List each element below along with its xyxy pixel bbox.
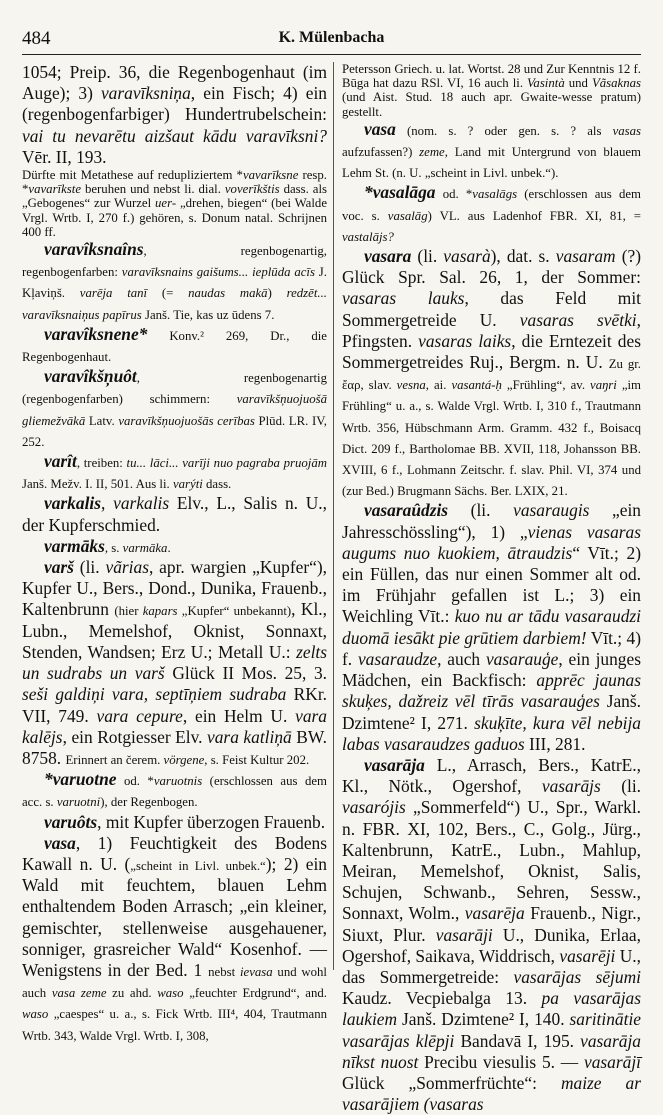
entry-text: , ein Helm U. [182, 705, 296, 726]
italic-text: vienas vasaras augums nuo kuokiem, ātraudzis [342, 521, 641, 563]
entry-text: Janš. Dzimtene² I, 271. [342, 691, 641, 733]
entry-text: Plūd. LR. IV, 252. [22, 413, 328, 449]
entry-text: Glück II Mos. 25, 3. [164, 663, 327, 684]
italic-text: vasarà [443, 246, 491, 267]
headword: vasarāja [364, 754, 425, 775]
dictionary-entry [22, 62, 327, 168]
dictionary-entry [22, 536, 327, 557]
italic-text: vörgene [163, 752, 205, 767]
entry-text: , Land mit Untergrund von blauem Lehm St. (n. U. „scheint in Livl. unbek.“). [342, 145, 641, 181]
italic-text: Vãsaknas [591, 76, 641, 91]
italic-text: vasarójis [342, 797, 406, 818]
dictionary-entry [22, 324, 327, 366]
italic-text: vasarauģe [485, 648, 559, 669]
italic-text: zeme [419, 145, 445, 160]
entry-text: . [167, 540, 171, 555]
entry-text: „Sommerfeld“) U., Spr., Warkl. n. FBR. XI, 102, Bers., C., Golg., Jürg., Kaltenbrunn, KatrE., Lubn., Mahlup, Meiran, Memelshof, Oknist, Salis, Schujen, Schwanb., Sehren, Sessw., Sonnaxt, Wolm., [342, 797, 641, 924]
italic-text: zelts un sudrabs un varš [22, 641, 327, 684]
entry-text: , ein junges Mädchen, ein Backfisch: [342, 648, 641, 691]
headword: *vasalāga [364, 182, 436, 203]
entry-text: , s. Feist Kultur 202. [204, 752, 310, 767]
entry-text: und wohl auch [22, 964, 327, 1001]
italic-text: apprēc jaunas skuķes, dažreiz vēl tīrās vasarauģes [342, 670, 641, 712]
entry-text: ), der Regenbogen. [100, 795, 198, 810]
entry-text: (li. [411, 246, 444, 267]
entry-text: „Frühling“, av. [501, 378, 591, 393]
entry-text: od. * [435, 187, 473, 202]
italic-text: vasarāja nīkst nuost [342, 1030, 641, 1072]
entry-text: (li. [448, 500, 514, 521]
entry-text: U., Dunika, Erlaa, Ogershof, Saikava, Widdrisch, [342, 924, 641, 966]
entry-text: RKr. VII, 749. [22, 684, 328, 726]
entry-text: J. Kļaviņš. [22, 265, 327, 301]
italic-text: vaŋri [590, 378, 617, 393]
entry-text: dass. als „Gebogenes“ zur Wurzel [22, 182, 327, 211]
entry-text: , treiben: [76, 456, 127, 471]
entry-text: und [564, 76, 592, 91]
entry-text: , ai. [425, 378, 452, 393]
dictionary-entry [342, 755, 641, 1115]
entry-text: (?) Glück Spr. Sal. 26, 1, der Sommer: [342, 246, 641, 288]
entry-text: Precibu viesulis 5. — [418, 1051, 584, 1072]
entry-text: beruhen und nebst li. dial. [81, 182, 225, 197]
left-column [22, 62, 328, 1043]
dictionary-entry [22, 168, 327, 239]
entry-text: ), dat. s. [490, 246, 556, 267]
entry-text: , das Feld mit Sommergetreide U. [342, 288, 641, 330]
italic-text: varmāka [122, 540, 168, 555]
entry-text: „feuchter Erdgrund“, and. [183, 986, 327, 1001]
italic-text: varavīksnains gaišums... ieplūda acīs [121, 265, 315, 280]
italic-text: varavīksniņa [100, 83, 191, 104]
entry-text: , regenbogenartig (regenbogenfarben) schimmern: [22, 371, 327, 407]
italic-text: vara katliņā [207, 726, 292, 747]
page-number: 484 [22, 28, 51, 49]
entry-text: “ Vīt.; 2) ein Füllen, das nur einen Sommer alt od. im Frühjahr gefallen ist L.; 3) ein Weichling Vīt.: [342, 542, 641, 627]
italic-text: vavarīkste [28, 182, 81, 197]
italic-text: vavarīksne [242, 168, 299, 183]
entry-text: Zu gr. ἔαρ, slav. [342, 357, 641, 393]
italic-text: saritinātie vasarājas klēpji [342, 1009, 641, 1051]
headword: *varuotne [44, 769, 117, 790]
entry-text: Kaudz. Vecpiebalga 13. [342, 988, 542, 1009]
italic-text: waso [157, 986, 184, 1001]
dictionary-entry [22, 366, 327, 451]
entry-text: , Pfingsten. [342, 309, 641, 351]
entry-text: , ein Fisch; 4) ein (regenbogenfarbiger) Hundertrubelschein: [22, 83, 327, 125]
italic-text: vasarēja [464, 903, 525, 924]
entry-text: , apr. wargien „Kupfer“), Kupfer U., Bers., Dond., Dunika, Frauenb., Kaltenbrunn [22, 557, 328, 620]
headword: varavîkšņuôt [44, 366, 137, 387]
dictionary-entry [22, 833, 327, 1045]
headword: vasaraûdzis [364, 500, 449, 521]
entry-text: (erschlossen aus dem acc. s. [22, 774, 327, 810]
entry-text: , Kl., Lubn., Memelshof, Oknist, Sonnaxt, Stenden, Wandsen; Erz U.; Metall U.: [22, 599, 327, 662]
entry-text: aufzufassen?) [342, 145, 420, 160]
entry-text: L., Arrasch, Bers., KatrE., Kl., Nötk., Ogershof, [342, 754, 641, 797]
right-column [342, 62, 642, 1115]
italic-text: ievasa [239, 964, 273, 979]
entry-text: Janš. Mežv. I. II, 501. Aus li. [22, 477, 173, 492]
entry-text: Vēr. II, 193. [22, 146, 107, 167]
entry-text: Petersson Griech. u. lat. Wortst. 28 und Zur Kenntnis 12 f. Būga hat dazu RSl. VI, 16 auch li. [342, 62, 641, 91]
italic-text: kapars [142, 604, 178, 619]
italic-text: varuotnis [153, 774, 203, 789]
entry-text: „Kupfer“ unbekannt) [177, 604, 292, 619]
italic-text: pa vasarājas laukiem [342, 988, 641, 1030]
dictionary-entry [342, 62, 641, 119]
headword: varkalis [44, 493, 102, 514]
italic-text: vasaraudze [357, 648, 438, 669]
entry-text: zu ahd. [106, 986, 158, 1001]
italic-text: vara cepure [96, 705, 183, 726]
entry-text: (hier [114, 604, 143, 619]
entry-text: Glück „Sommerfrüchte“: [342, 1072, 561, 1093]
entry-text: , ein Rotgiesser Elv. [62, 726, 208, 747]
italic-text: voverīkštis [224, 182, 280, 197]
dictionary-entry [22, 239, 327, 324]
italic-text: vesna [396, 378, 426, 393]
headword: varavîksnaîns [44, 239, 144, 260]
italic-text: Vasintà [527, 76, 565, 91]
dictionary-entry [342, 246, 641, 500]
italic-text: waso [22, 1007, 49, 1022]
entry-text: ) VL. aus Ladenhof FBR. XI, 81, = [427, 208, 641, 223]
entry-text: (nom. s. ? oder gen. s. ? als [395, 123, 613, 138]
entry-text: BW. 8758. [22, 726, 327, 768]
text-columns [22, 62, 642, 1115]
entry-text: , [101, 493, 114, 514]
entry-text: regenbogenartig, regenbogenfarben: [22, 244, 327, 280]
entry-text: (li. [600, 776, 642, 797]
italic-text: redzēt... varavīksnaiņus papīrus [22, 286, 327, 322]
entry-text: ); 2) ein Wald mit feuchtem, blauen Lehm enthaltendem Boden Arrasch; „ein kleiner, gemischter, stellenweise ausgehauener, sonniger, grasreicher Wald“ Kosenhof. — Wenigstens in der Bed. 1 [22, 853, 327, 980]
headword: vasa [44, 832, 76, 853]
headword: vasa [364, 118, 396, 139]
entry-text: Dürfte mit Metathese auf redupliziertem * [22, 168, 243, 183]
italic-text: vasaras lauks [342, 288, 465, 309]
entry-text: Erinnert an čerem. [65, 752, 164, 767]
dictionary-entry [342, 500, 641, 754]
italic-text: tu... lāci... varīji nuo pagraba pruojām [126, 456, 327, 471]
entry-text: Janš. Dzimtene² I, 140. [397, 1009, 570, 1030]
headword: varît [44, 451, 77, 472]
entry-text: „im Frühling“ u. a., s. Walde Vrgl. Wrtb. I, 310 f., Trautmann Wrtb. 356, Hübschmann Arm. Gramm. 432 f., Boisacq Dict. 209 f., Bartholomae BB. XVII, 118, Johansson BB. XVIII, 6 f., Lohmann Zeitschr. f. slav. Phil. VI, 374 und (zur Bed.) Brugmann Sächs. Ber. LXIX, 21. [342, 378, 642, 499]
running-title: K. Mülenbacha [278, 29, 385, 46]
entry-text: , [143, 244, 241, 259]
italic-text: vasaras laiks [418, 330, 512, 351]
headword: varavîksnene* [44, 323, 148, 344]
dictionary-entry [22, 812, 327, 833]
italic-text: uer- [155, 196, 177, 211]
entry-text: od. * [116, 774, 154, 789]
entry-text: , auch [437, 648, 486, 669]
headword: varš [44, 557, 74, 578]
italic-text: varýti [172, 477, 203, 492]
headword: vasara [364, 246, 412, 267]
italic-text: vasaraugis [513, 500, 590, 521]
entry-text: Latv. [85, 413, 119, 428]
entry-text: dass. [202, 477, 232, 492]
headword: varmāks [44, 535, 105, 556]
italic-text: varuotni [56, 795, 101, 810]
italic-text: maize ar vasarājiem (vasaras [342, 1072, 641, 1115]
entry-text: (erschlossen aus dem voc. s. [342, 187, 641, 223]
italic-text: varavīkšņuojuošās cerības [118, 413, 255, 428]
dictionary-entry [22, 451, 327, 493]
italic-text: seši galdiņi vara, septīņiem sudraba [22, 684, 287, 705]
headword: varuôts [44, 811, 98, 832]
italic-text: vai tu nevarētu aizšaut kādu varavīksni? [22, 125, 327, 146]
entry-text: ) [267, 286, 287, 301]
entry-text: (und Aist. Stud. 18 auch apr. Gwaite-wesse pratum) gestellt. [342, 90, 641, 119]
entry-text: Elv., L., Salis n. U., der Kupferschmied. [22, 493, 327, 535]
entry-text: „scheint in Livl. unbek.“ [130, 858, 266, 873]
entry-text: U., das Sommergetreide: [342, 945, 641, 987]
entry-text: Konv.² 269, Dr., die Regenbogenhaut. [22, 328, 327, 365]
italic-text: vasarājas sējumi [513, 966, 641, 987]
entry-text: , 1) Feuchtigkeit des Bodens Kawall n. U. ( [22, 832, 327, 874]
entry-text: , die Erntezeit des Sommergetreides Ruj., Bergm. n. U. [342, 330, 641, 373]
entry-text: (= [147, 286, 189, 301]
entry-text: Bandavā I, 195. [454, 1030, 581, 1051]
italic-text: varēja tanī [79, 286, 148, 301]
italic-text: vasantá-ḥ [451, 378, 502, 393]
entry-text: III, 281. [524, 733, 586, 754]
italic-text: vãrias [105, 557, 149, 578]
italic-text: vasalāgs [472, 187, 518, 202]
italic-text: vasa zeme [51, 986, 107, 1001]
entry-text: resp. * [22, 168, 327, 197]
italic-text: skuķīte, kura vēl nebija labas vasaraudzes gaduos [342, 712, 641, 754]
dictionary-entry [22, 557, 327, 769]
italic-text: vasarājī [583, 1051, 641, 1072]
dictionary-entry [342, 119, 641, 183]
entry-text: 1054; Preip. 36, die Regenbogenhaut (im Auge); 3) [22, 62, 327, 104]
entry-text: „drehen, biegen“ (bei Walde Vrgl. Wrtb. I, 270 f.) gehören, s. Donum natal. Schrijnen 400 ff. [22, 196, 327, 239]
page-header [22, 26, 641, 55]
italic-text: vasalāg [387, 208, 428, 223]
italic-text: naudas makā [188, 286, 268, 301]
entry-text: Janš. Tie, kas uz ūdens 7. [141, 307, 275, 322]
dictionary-entry [342, 182, 641, 246]
entry-text: „ein Jahresschössling“), 1) „ [342, 500, 642, 542]
entry-text: , s. [104, 540, 123, 555]
entry-text: Frauenb., Nigr., Siuxt, Plur. [342, 903, 641, 945]
italic-text: vara kalējs [22, 705, 328, 747]
entry-text: , mit Kupfer überzogen Frauenb. [97, 811, 326, 832]
italic-text: vasaras svētki [519, 309, 637, 330]
column-divider [333, 62, 334, 970]
entry-text: nebst [208, 964, 240, 979]
italic-text: vasarājs [541, 776, 601, 797]
entry-text: Vīt.; 4) f. [342, 627, 641, 669]
italic-text: vasaram [555, 246, 616, 267]
dictionary-entry [22, 769, 327, 811]
italic-text: vasarēji [559, 945, 616, 966]
entry-text: „caespes“ u. a., s. Fick Wrtb. III⁴, 404, Trautmann Wrtb. 343, Walde Vrgl. Wrtb. I, 308, [22, 1007, 327, 1043]
italic-text: vasas [612, 123, 641, 138]
italic-text: kuo nu ar tādu vasaraudzi duomā iesākt pie grūtiem darbiem! [342, 606, 641, 648]
italic-text: vastalājs? [342, 229, 394, 244]
italic-text: vasarāji [435, 924, 493, 945]
italic-text: varavīkšņuojuošā gliemežvākā [22, 392, 327, 428]
entry-text: (li. [73, 557, 106, 578]
dictionary-entry [22, 493, 327, 535]
italic-text: varkalis [113, 493, 170, 514]
